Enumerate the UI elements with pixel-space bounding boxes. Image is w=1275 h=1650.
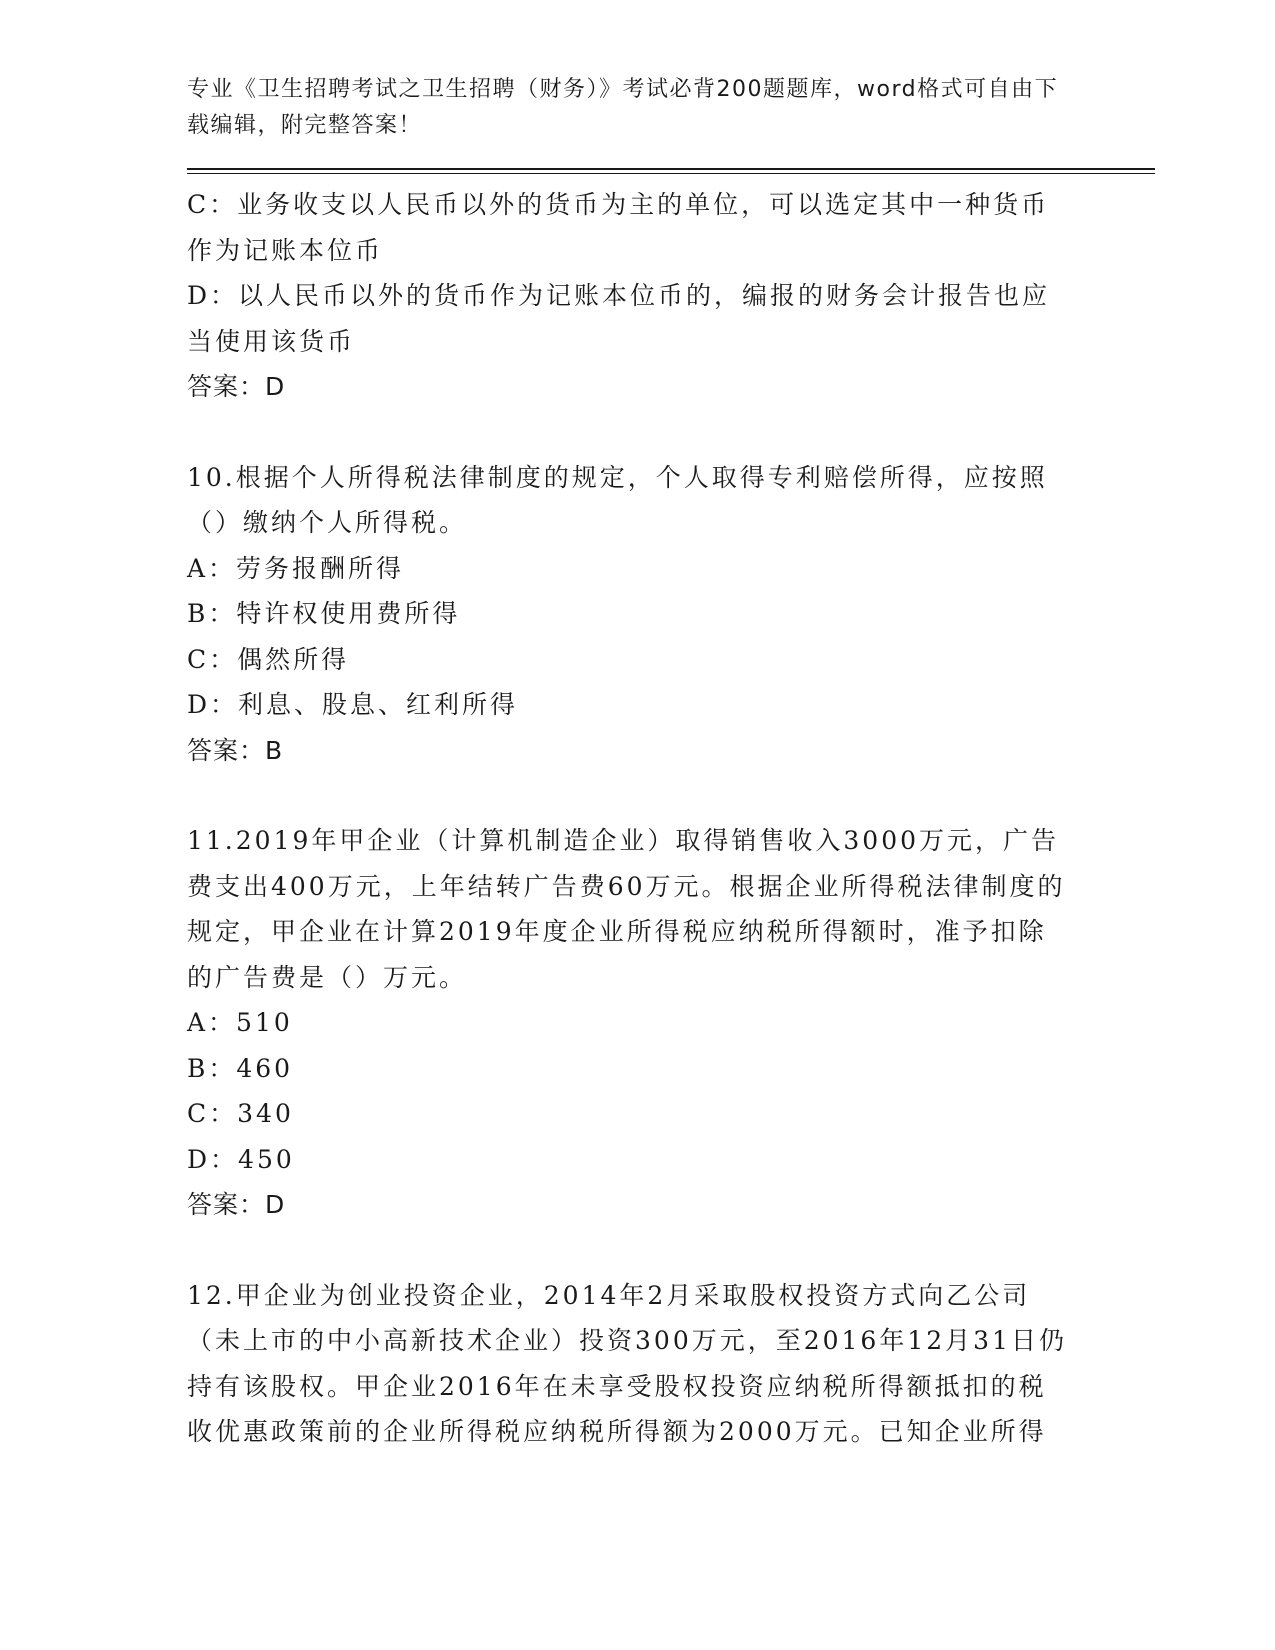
- answer-label: 答案：D: [187, 372, 286, 401]
- question-11: [187, 818, 1072, 1228]
- option-c: C：业务收支以人民币以外的货币为主的单位，可以选定其中一种货币作为记账本位币: [187, 190, 1050, 265]
- answer-label: 答案：D: [187, 1190, 286, 1219]
- document-body: [187, 182, 1072, 1455]
- option-c: C：340: [187, 1099, 294, 1128]
- option-c: C：偶然所得: [187, 644, 350, 674]
- option-b: B：460: [187, 1053, 294, 1083]
- option-a: A：劳务报酬所得: [187, 553, 405, 583]
- document-page: [187, 72, 1087, 1455]
- option-b: B：特许权使用费所得: [187, 599, 461, 628]
- option-d: D：利息、股息、红利所得: [187, 690, 519, 719]
- question-stem: 10.根据个人所得税法律制度的规定，个人取得专利赔偿所得，应按照（）缴纳个人所得税。: [187, 462, 1048, 537]
- question-stem: 12.甲企业为创业投资企业，2014年2月采取股权投资方式向乙公司（未上市的中小高新技术企业）投资300万元，至2016年12月31日仍持有该股权。甲企业2016年在未享受股权投资应纳税所得额抵扣的税收优惠政策前的企业所得税应纳税所得额为2000万元。已知企业所得: [187, 1280, 1067, 1446]
- option-d: D：450: [187, 1144, 295, 1174]
- header-rule-thin: [187, 173, 1155, 174]
- document-header: 专业《卫生招聘考试之卫生招聘（财务）》考试必背200题题库，word格式可自由下载编辑，附完整答案！: [187, 77, 1059, 138]
- answer-label: 答案：B: [187, 735, 284, 765]
- option-d: D：以人民币以外的货币作为记账本位币的，编报的财务会计报告也应当使用该货币: [187, 281, 1051, 356]
- question-10: [187, 455, 1072, 774]
- question-12: [187, 1273, 1072, 1455]
- question-9-continued: [187, 182, 1072, 410]
- option-a: A：510: [187, 1008, 293, 1037]
- question-stem: 11.2019年甲企业（计算机制造企业）取得销售收入3000万元，广告费支出400万元，上年结转广告费60万元。根据企业所得税法律制度的规定，甲企业在计算2019年度企业所得税应纳税所得额时，准予扣除的广告费是（）万元。: [187, 826, 1066, 992]
